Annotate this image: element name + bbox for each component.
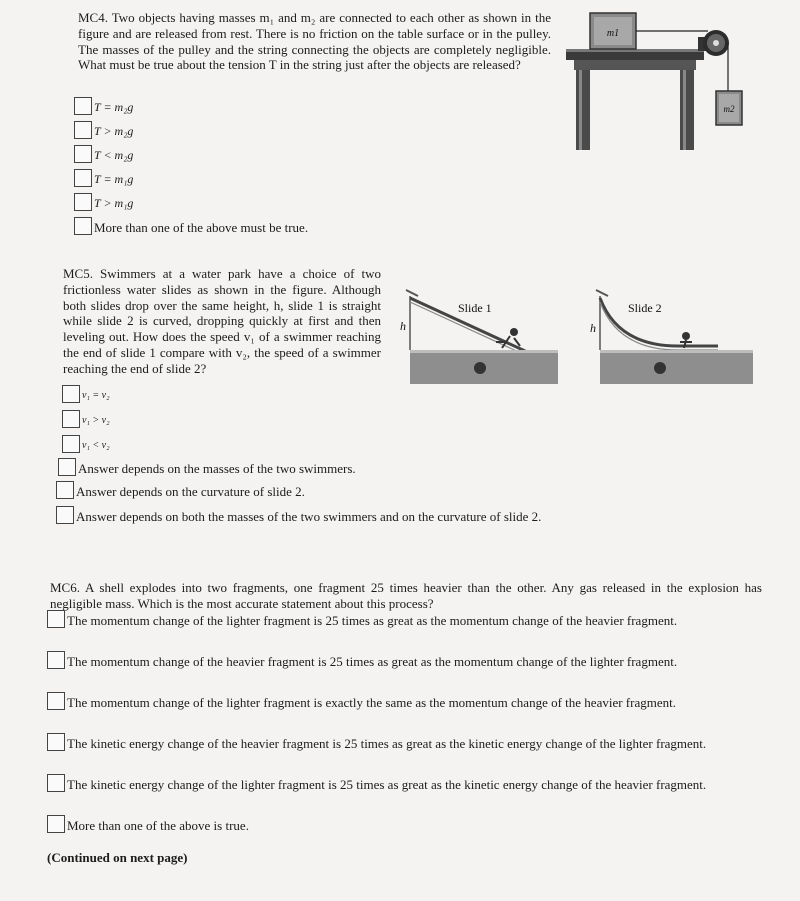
checkbox[interactable] [74, 169, 92, 187]
option-text: Answer depends on the masses of the two swimmers. [78, 461, 356, 476]
option-text: The kinetic energy change of the heavier fragment is 25 times as great as the kinetic energy change of the lighter fragment. [67, 736, 707, 751]
mc4-option-5[interactable] [74, 187, 374, 211]
checkbox[interactable] [74, 145, 92, 163]
mc6-option-2[interactable] [47, 651, 759, 692]
m2-label: m2 [723, 104, 735, 114]
slide2-label: Slide 2 [628, 301, 662, 315]
mc5-figure-slide1 [396, 276, 558, 384]
option-text: T = m₂g [94, 100, 134, 114]
option-text: v₁ = v₂ [82, 390, 110, 401]
mc4-option-1[interactable] [74, 91, 374, 115]
table-leg-right [680, 70, 694, 150]
slide1-label: Slide 1 [458, 301, 492, 315]
mc5-option-4[interactable] [58, 453, 662, 476]
mc4-option-3[interactable] [74, 139, 374, 163]
checkbox[interactable] [56, 481, 74, 499]
option-text: The kinetic energy change of the lighter fragment is 25 times as great as the kinetic energy change of the heavier fragment. [67, 777, 707, 792]
mc5-stem: MC5. Swimmers at a water park have a choice of two frictionless water slides as shown in the figure. Although both slides drop over the same height, h, slide 1 is straight while slide 2 is curved, dropping quickly at first and then leveling out. How does the speed v₁ of a swimmer reaching the end of slide 1 compare with v₂, the speed of a swimmer reaching the end of slide 2? [63, 266, 381, 376]
continued-note: (Continued on next page) [47, 850, 188, 865]
option-text: v₁ < v₂ [82, 440, 110, 451]
mc4-option-2[interactable] [74, 115, 374, 139]
option-text: The momentum change of the heavier fragment is 25 times as great as the momentum change of the lighter fragment. [67, 654, 678, 669]
checkbox[interactable] [47, 815, 65, 833]
mc5-option-1[interactable] [62, 378, 662, 403]
checkbox[interactable] [74, 217, 92, 235]
mc4-options [74, 91, 374, 235]
mc4-stem: MC4. Two objects having masses m₁ and m₂ are connected to each other as shown in the figure and are released from rest. There is no friction on the table surface or in the pulley. The masses of the pulley and the string connecting the objects are completely negligible. What must be true about the tension T in the string just after the objects are released? [78, 10, 551, 73]
option-text: T < m₂g [94, 148, 134, 162]
mc6-option-5[interactable] [47, 774, 759, 815]
checkbox[interactable] [56, 506, 74, 524]
mc4-option-4[interactable] [74, 163, 374, 187]
mc6-option-1[interactable] [47, 610, 759, 651]
mc6-option-4[interactable] [47, 733, 759, 774]
option-text: T > m₂g [94, 124, 134, 138]
checkbox[interactable] [58, 458, 76, 476]
slide2-height-label: h [590, 321, 596, 335]
table-leg-left [576, 70, 590, 150]
mc6-stem: MC6. A shell explodes into two fragments, one fragment 25 times heavier than the other. Any gas released in the explosion has negligible mass. Which is the most accurate statement about this process? [50, 580, 762, 611]
mc6-option-6[interactable] [47, 815, 759, 835]
checkbox[interactable] [47, 651, 65, 669]
checkbox[interactable] [74, 97, 92, 115]
checkbox[interactable] [62, 385, 80, 403]
question-mc5 [63, 266, 381, 377]
option-text: T > m₁g [94, 196, 134, 210]
checkbox[interactable] [74, 121, 92, 139]
checkbox[interactable] [74, 193, 92, 211]
mc4-option-6[interactable] [74, 211, 374, 235]
checkbox[interactable] [62, 435, 80, 453]
mc4-figure [560, 5, 750, 155]
checkbox[interactable] [47, 733, 65, 751]
mc6-options [47, 610, 759, 835]
mc5-option-3[interactable] [62, 428, 662, 453]
checkbox[interactable] [47, 692, 65, 710]
mc5-option-6[interactable] [56, 499, 662, 524]
mc5-figure-slide2 [588, 276, 753, 384]
checkbox[interactable] [47, 774, 65, 792]
question-mc6 [50, 580, 762, 611]
option-text: T = m₁g [94, 172, 134, 186]
option-text: The momentum change of the lighter fragment is exactly the same as the momentum change of the heavier fragment. [67, 695, 676, 710]
option-text: Answer depends on the curvature of slide 2. [76, 484, 305, 499]
mc5-option-2[interactable] [62, 403, 662, 428]
question-mc4 [78, 10, 551, 73]
mc5-option-5[interactable] [56, 476, 662, 499]
mc5-options [62, 378, 662, 524]
option-text: v₁ > v₂ [82, 415, 110, 426]
m1-label: m1 [606, 28, 620, 39]
checkbox[interactable] [62, 410, 80, 428]
option-text: More than one of the above must be true. [94, 220, 309, 235]
mc6-option-3[interactable] [47, 692, 759, 733]
option-text: The momentum change of the lighter fragment is 25 times as great as the momentum change of the heavier fragment. [67, 613, 678, 628]
checkbox[interactable] [47, 610, 65, 628]
option-text: Answer depends on both the masses of the two swimmers and on the curvature of slide 2. [76, 509, 542, 524]
option-text: More than one of the above is true. [67, 818, 249, 833]
slide1-height-label: h [400, 319, 406, 333]
table-apron [574, 60, 696, 70]
